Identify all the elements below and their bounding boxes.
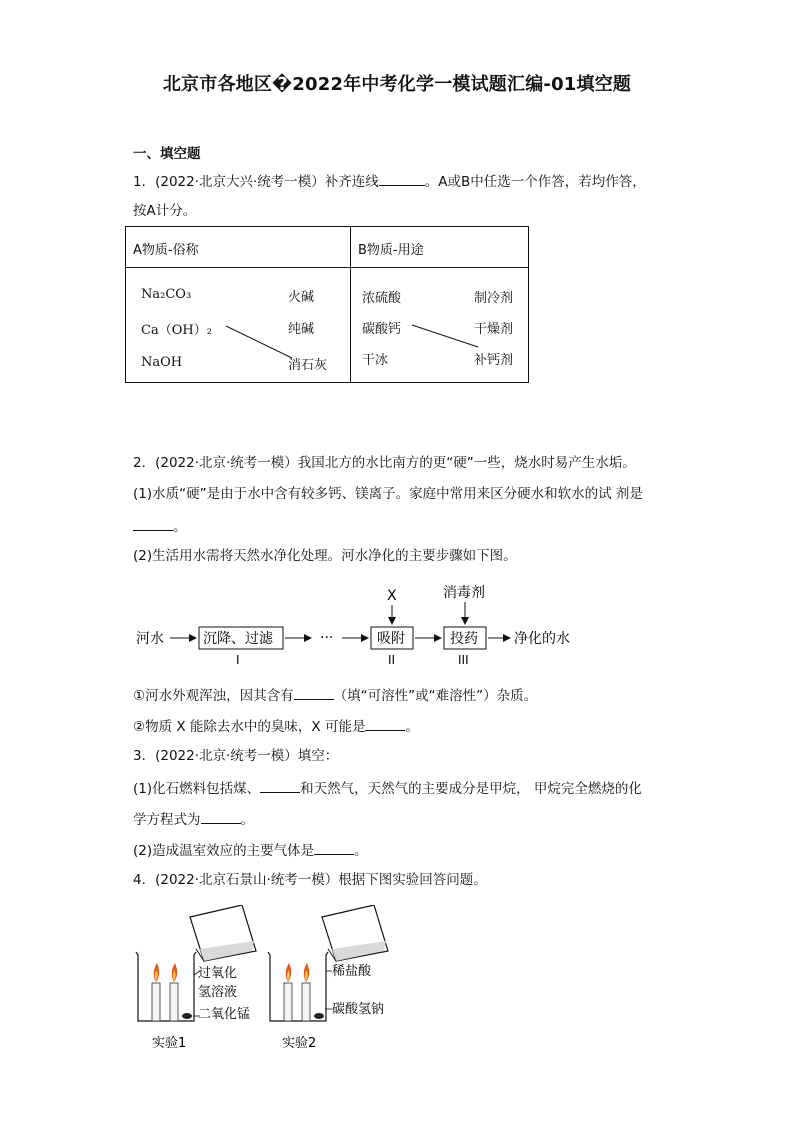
exp1-caption: 实验1 bbox=[152, 1036, 187, 1051]
exp1-label-a: 过氧化 bbox=[198, 966, 238, 981]
connector-lines bbox=[126, 227, 528, 382]
b-right-item: 干燥剂 bbox=[474, 322, 514, 337]
q2-p1-line2-suffix: 。 bbox=[173, 519, 187, 535]
exp1-label-c: 二氧化锰 bbox=[198, 1007, 251, 1022]
b-left-item: 碳酸钙 bbox=[362, 322, 402, 337]
candle-short bbox=[152, 983, 160, 1021]
a-left-item: Ca（OH）₂ bbox=[141, 323, 212, 338]
q2-blank-2[interactable] bbox=[294, 685, 334, 700]
q2-blank-3[interactable] bbox=[365, 716, 405, 731]
connector-line-b bbox=[412, 325, 478, 347]
matching-table bbox=[125, 226, 529, 383]
exp2-label-b: 碳酸氢钠 bbox=[332, 1002, 385, 1017]
q2-sub2-suffix: 。 bbox=[405, 719, 419, 735]
experiment-1 bbox=[136, 905, 256, 1051]
q3-p1-line2 bbox=[133, 809, 254, 829]
a-right-item: 消石灰 bbox=[288, 358, 328, 373]
flow-end: 净化的水 bbox=[514, 631, 570, 647]
flow-roman-3: III bbox=[458, 653, 469, 667]
flow-roman-1: I bbox=[236, 653, 240, 667]
b-left-item: 干冰 bbox=[362, 353, 389, 368]
flow-roman-2: II bbox=[388, 653, 396, 667]
beaker-1 bbox=[136, 952, 196, 1021]
q3-p2-suffix: 。 bbox=[354, 843, 368, 859]
q3-blank-2[interactable] bbox=[201, 809, 241, 824]
flow-step-2: 吸附 bbox=[377, 631, 405, 647]
beaker-2 bbox=[268, 952, 328, 1021]
flow-step-3: 投药 bbox=[450, 631, 478, 647]
q2-sub2 bbox=[133, 716, 419, 736]
experiment-2 bbox=[268, 905, 388, 1051]
q1-line1-suffix: 。A或B中任选一个作答，若均作答， bbox=[424, 174, 646, 190]
q2-blank-1[interactable] bbox=[133, 516, 173, 531]
q3-blank-3[interactable] bbox=[314, 840, 354, 855]
table-header-a: A物质-俗称 bbox=[133, 243, 199, 258]
candle-tall bbox=[302, 983, 310, 1021]
q3-p2 bbox=[133, 840, 368, 860]
b-right-item: 制冷剂 bbox=[474, 291, 514, 306]
catalyst-powder bbox=[182, 1013, 192, 1019]
q2-sub1-prefix: ①河水外观浑浊，因其含有 bbox=[133, 688, 294, 704]
sodium-bicarbonate-powder bbox=[314, 1013, 324, 1019]
purification-flow-diagram bbox=[130, 580, 610, 672]
q3-p1 bbox=[133, 778, 642, 798]
table-header-b: B物质-用途 bbox=[358, 243, 424, 258]
q2-sub1-suffix: （填“可溶性”或“难溶性”）杂质。 bbox=[333, 688, 538, 704]
flow-ellipsis: ··· bbox=[320, 630, 334, 646]
q1-blank[interactable] bbox=[379, 171, 425, 186]
q3-blank-1[interactable] bbox=[260, 778, 300, 793]
page-title: 北京市各地区�2022年中考化学一模试题汇编-01填空题 bbox=[162, 74, 632, 95]
exp2-caption: 实验2 bbox=[282, 1036, 317, 1051]
a-left-item: Na₂CO₃ bbox=[141, 287, 192, 302]
connector-line-a bbox=[226, 326, 292, 358]
flow-input-disinfectant: 消毒剂 bbox=[443, 585, 485, 601]
experiment-diagram bbox=[130, 905, 420, 1060]
q4-line1: 4．(2022·北京石景山·统考一模）根据下图实验回答问题。 bbox=[133, 872, 487, 888]
q2-sub2-prefix: ②物质 X 能除去水中的臭味，X 可能是 bbox=[133, 719, 366, 735]
flow-input-x: X bbox=[387, 588, 397, 604]
candle-tall bbox=[170, 983, 178, 1021]
b-right-item: 补钙剂 bbox=[474, 353, 514, 368]
q2-p1-line1: (1)水质“硬”是由于水中含有较多钙、镁离子。家庭中常用来区分硬水和软水的试 剂是 bbox=[133, 486, 643, 502]
candle-short bbox=[284, 983, 292, 1021]
solution-2 bbox=[332, 941, 386, 961]
q1-line2: 按A计分。 bbox=[133, 203, 197, 219]
flow-step-1: 沉降、过滤 bbox=[203, 631, 273, 647]
q3-p1-suffix: 和天然气，天然气的主要成分是甲烷， 甲烷完全燃烧的化 bbox=[300, 781, 642, 797]
q2-line1: 2．(2022·北京·统考一模）我国北方的水比南方的更“硬”一些，烧水时易产生水垢。 bbox=[133, 455, 636, 471]
b-left-item: 浓硫酸 bbox=[362, 291, 402, 306]
exp2-label-a: 稀盐酸 bbox=[332, 964, 372, 979]
solution-1 bbox=[200, 941, 254, 961]
q3-line1: 3．(2022·北京·统考一模）填空： bbox=[133, 748, 339, 764]
a-right-item: 纯碱 bbox=[288, 322, 315, 337]
q1-line1-prefix: 1．(2022·北京大兴·统考一模）补齐连线 bbox=[133, 174, 379, 190]
q2-p2-line1: (2)生活用水需将天然水净化处理。河水净化的主要步骤如下图。 bbox=[133, 548, 517, 564]
q3-p1-line2-suffix: 。 bbox=[240, 812, 254, 828]
a-left-item: NaOH bbox=[141, 355, 183, 370]
exp1-label-b: 氢溶液 bbox=[198, 985, 238, 1000]
q2-sub1 bbox=[133, 685, 537, 705]
q1-line1 bbox=[133, 171, 646, 191]
section-heading: 一、填空题 bbox=[133, 146, 201, 162]
q2-p1-line2 bbox=[133, 516, 187, 536]
a-right-item: 火碱 bbox=[288, 290, 315, 305]
q3-p1-line2-prefix: 学方程式为 bbox=[133, 812, 201, 828]
flow-start: 河水 bbox=[136, 631, 164, 647]
q3-p1-prefix: (1)化石燃料包括煤、 bbox=[133, 781, 261, 797]
q3-p2-prefix: (2)造成温室效应的主要气体是 bbox=[133, 843, 315, 859]
